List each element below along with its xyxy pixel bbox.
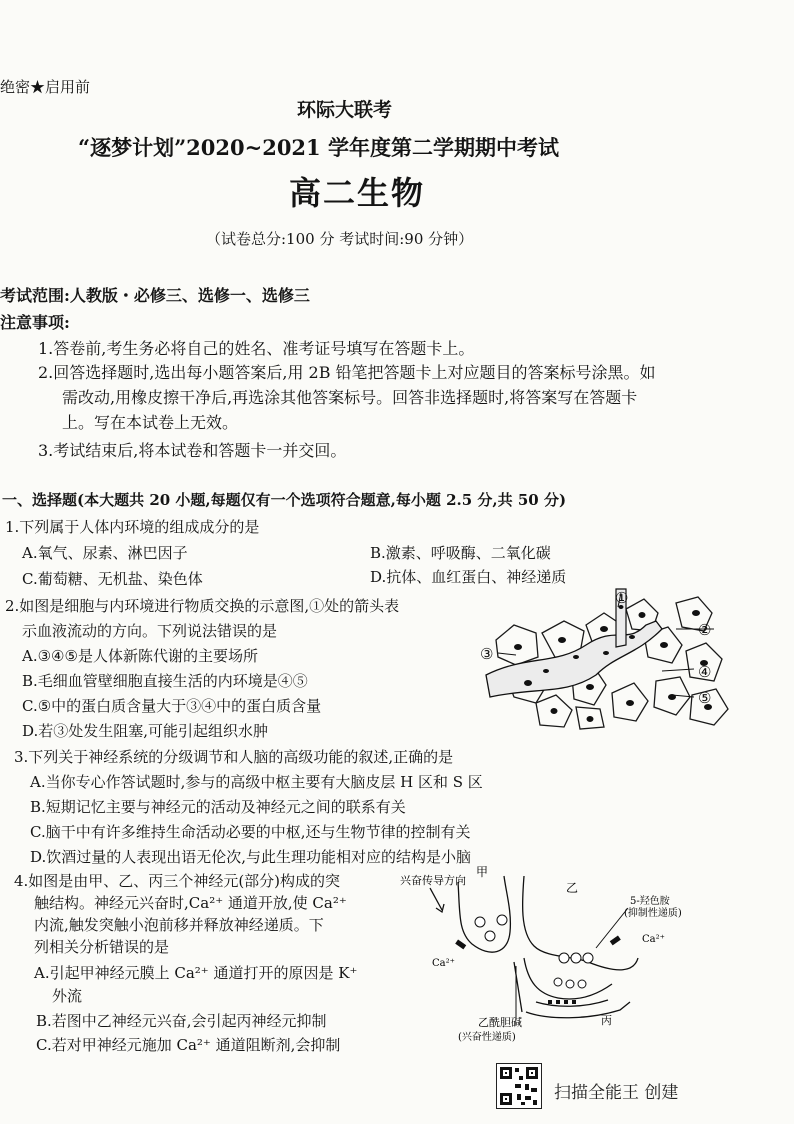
ca-channel bbox=[610, 935, 621, 945]
neuron-yi-label: 乙 bbox=[566, 881, 579, 895]
q1-option-d: D.抗体、血红蛋白、神经递质 bbox=[370, 568, 567, 586]
q3-option-d: D.饮酒过量的人表现出语无伦次,与此生理功能相对应的结构是小脑 bbox=[30, 848, 472, 866]
ca-ion-label: Ca²⁺ bbox=[432, 958, 455, 969]
neuron-yi-lower bbox=[524, 958, 612, 999]
exam-organizer: 环际大联考 bbox=[297, 99, 393, 121]
note-2: 2.回答选择题时,选出每小题答案后,用 2B 铅笔把答题卡上对应题目的答案标号涂黑。如 bbox=[38, 363, 656, 382]
secret-mark: 绝密★启用前 bbox=[0, 78, 91, 96]
q4-option-a-cont: 外流 bbox=[52, 987, 83, 1005]
q1-option-a: A.氧气、尿素、淋巴因子 bbox=[22, 544, 188, 562]
note-1: 1.答卷前,考生务必将自己的姓名、准考证号填写在答题卡上。 bbox=[38, 339, 475, 358]
vesicle bbox=[475, 917, 485, 927]
note-2-cont: 上。写在本试卷上无效。 bbox=[62, 413, 239, 432]
question-4-stem-cont: 触结构。神经元兴奋时,Ca²⁺ 通道开放,使 Ca²⁺ bbox=[34, 894, 347, 912]
vesicle bbox=[485, 931, 495, 941]
label-1: ① bbox=[615, 589, 629, 607]
receptor bbox=[556, 1000, 560, 1004]
q1-option-b: B.激素、呼吸酶、二氧化碳 bbox=[370, 544, 551, 562]
exam-scope: 考试范围:人教版・必修三、选修一、选修三 bbox=[0, 286, 310, 305]
vesicle bbox=[571, 953, 581, 963]
arrow-direction bbox=[430, 888, 442, 910]
question-4-stem-cont: 列相关分析错误的是 bbox=[34, 938, 170, 956]
q2-option-c: C.⑤中的蛋白质含量大于③④中的蛋白质含量 bbox=[22, 697, 322, 715]
scanner-watermark: 扫描全能王 创建 bbox=[554, 1083, 679, 1103]
label-3: ③ bbox=[480, 645, 494, 663]
page-title: 高二生物 bbox=[289, 174, 426, 212]
ca-channel bbox=[455, 939, 466, 949]
q2-option-b: B.毛细血管壁细胞直接生活的内环境是④⑤ bbox=[22, 672, 308, 690]
neuron-bing-body bbox=[526, 1002, 630, 1018]
question-2-stem-cont: 示血液流动的方向。下列说法错误的是 bbox=[22, 622, 278, 640]
conduction-direction-label: 兴奋传导方向 bbox=[400, 874, 466, 887]
neuron-jia-body bbox=[458, 876, 510, 952]
section-heading: 一、选择题(本大题共 20 小题,每题仅有一个选项符合题意,每小题 2.5 分,共 50 分) bbox=[2, 491, 567, 509]
q3-option-c: C.脑干中有许多维持生命活动必要的中枢,还与生物节律的控制有关 bbox=[30, 823, 471, 841]
q4-option-b: B.若图中乙神经元兴奋,会引起丙神经元抑制 bbox=[36, 1012, 327, 1030]
question-4-stem: 4.如图是由甲、乙、丙三个神经元(部分)构成的突 bbox=[14, 872, 341, 890]
q4-option-a: A.引起甲神经元膜上 Ca²⁺ 通道打开的原因是 K⁺ bbox=[34, 964, 358, 982]
question-4-stem-cont: 内流,触发突触小泡前移并释放神经递质。下 bbox=[34, 916, 324, 934]
q4-option-c: C.若对甲神经元施加 Ca²⁺ 通道阻断剂,会抑制 bbox=[36, 1036, 341, 1054]
synapse-figure bbox=[398, 862, 698, 1052]
q2-option-a: A.③④⑤是人体新陈代谢的主要场所 bbox=[22, 647, 258, 665]
q3-option-b: B.短期记忆主要与神经元的活动及神经元之间的联系有关 bbox=[30, 798, 406, 816]
note-2-cont: 需改动,用橡皮擦干净后,再选涂其他答案标号。回答非选择题时,将答案写在答题卡 bbox=[62, 388, 638, 407]
receptor bbox=[572, 1000, 576, 1004]
exam-title: “逐梦计划”2020~2021 学年度第二学期期中考试 bbox=[78, 135, 559, 160]
vesicle bbox=[497, 915, 507, 925]
ca-ion-label: Ca²⁺ bbox=[642, 934, 665, 945]
notes-heading: 注意事项: bbox=[0, 313, 70, 332]
acetylcholine-label: 乙酰胆碱 bbox=[478, 1016, 522, 1029]
vesicle bbox=[583, 953, 593, 963]
q2-option-d: D.若③处发生阻塞,可能引起组织水肿 bbox=[22, 722, 269, 740]
exam-info: （试卷总分:100 分 考试时间:90 分钟） bbox=[206, 230, 474, 248]
q1-option-c: C.葡萄糖、无机盐、染色体 bbox=[22, 570, 203, 588]
receptor bbox=[548, 1000, 552, 1004]
vesicle bbox=[578, 980, 586, 988]
label-4: ④ bbox=[698, 663, 712, 681]
vesicle bbox=[554, 978, 562, 986]
question-2-stem: 2.如图是细胞与内环境进行物质交换的示意图,①处的箭头表 bbox=[5, 597, 400, 615]
note-3: 3.考试结束后,将本试卷和答题卡一并交回。 bbox=[38, 441, 347, 460]
axon-tail bbox=[514, 962, 522, 1012]
vesicle bbox=[566, 980, 574, 988]
label-2: ② bbox=[698, 621, 712, 639]
acetylcholine-note: (兴奋性递质) bbox=[458, 1032, 516, 1043]
question-3-stem: 3.下列关于神经系统的分级调节和人脑的高级功能的叙述,正确的是 bbox=[14, 748, 454, 766]
serotonin-note: (抑制性递质) bbox=[624, 908, 682, 919]
label-5: ⑤ bbox=[698, 689, 712, 707]
neuron-jia-label: 甲 bbox=[476, 865, 489, 879]
q3-option-a: A.当你专心作答试题时,参与的高级中枢主要有大脑皮层 H 区和 S 区 bbox=[30, 773, 483, 791]
serotonin-label: 5-羟色胺 bbox=[630, 896, 670, 907]
qr-code-icon bbox=[496, 1063, 542, 1109]
receptor bbox=[564, 1000, 568, 1004]
question-1-stem: 1.下列属于人体内环境的组成成分的是 bbox=[5, 518, 260, 536]
neuron-bing-label: 丙 bbox=[601, 1014, 612, 1027]
vesicle bbox=[559, 953, 569, 963]
tissue-exchange-figure bbox=[476, 585, 738, 735]
